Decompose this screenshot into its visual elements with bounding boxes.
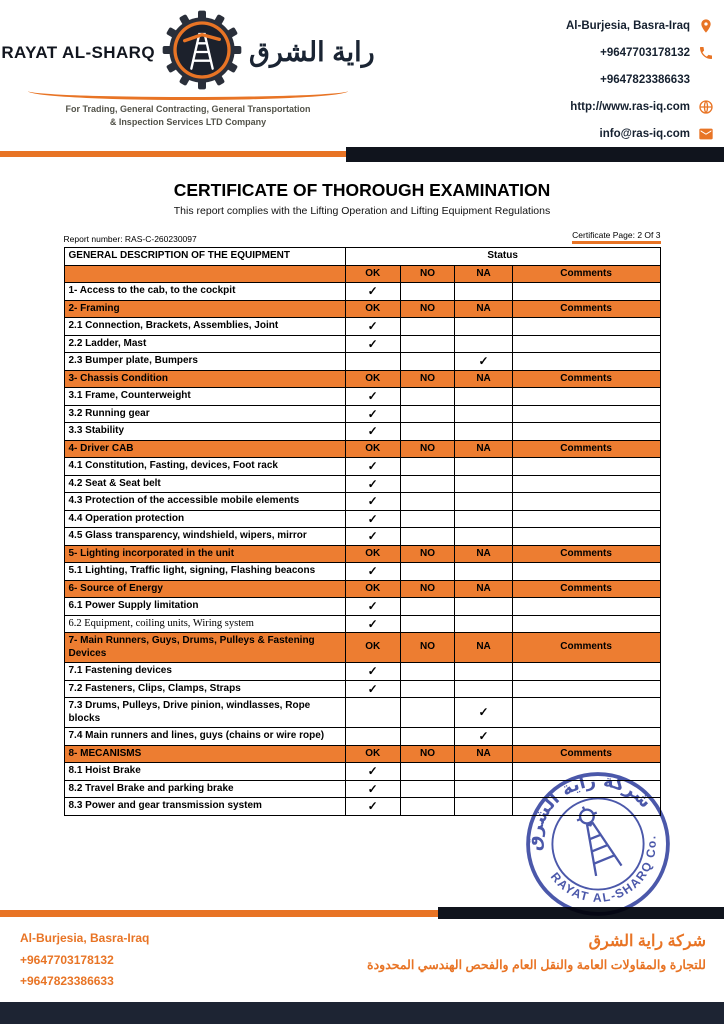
section-label: 6- Source of Energy <box>64 580 345 598</box>
status-col-label-ok: OK <box>345 545 400 563</box>
status-col-label-ok: OK <box>345 370 400 388</box>
empty-cell <box>512 680 660 698</box>
table-item-row <box>64 335 660 353</box>
empty-cell <box>455 475 512 493</box>
empty-cell <box>400 318 455 336</box>
status-col-label-no: NO <box>400 633 455 663</box>
empty-cell <box>400 388 455 406</box>
footer-company-desc-ar: للتجارة والمقاولات العامة والنقل العام والفحص الهندسي المحدودة <box>367 958 706 973</box>
stamp-text-english: RAYAT AL-SHARQ Co. <box>547 833 659 905</box>
item-label: 3.1 Frame, Counterweight <box>64 388 345 406</box>
empty-cell <box>455 598 512 616</box>
item-label: 4.3 Protection of the accessible mobile elements <box>64 493 345 511</box>
contact-email-text: info@ras-iq.com <box>599 127 690 140</box>
item-label: 2.1 Connection, Brackets, Assemblies, Joint <box>64 318 345 336</box>
status-col-label-no: NO <box>400 745 455 763</box>
empty-cell <box>455 335 512 353</box>
footer-company-block <box>367 928 706 993</box>
table-item-row <box>64 510 660 528</box>
empty-cell <box>512 493 660 511</box>
empty-cell <box>400 353 455 371</box>
item-label: 8.1 Hoist Brake <box>64 763 345 781</box>
empty-cell <box>512 335 660 353</box>
bottom-bar <box>0 1002 724 1024</box>
certificate-page: Certificate Page: 2 Of 3 <box>572 230 660 244</box>
table-section-row <box>64 745 660 763</box>
empty-cell <box>455 283 512 301</box>
checkmark: ✓ <box>345 335 400 353</box>
status-col-label-comments: Comments <box>512 633 660 663</box>
checkmark: ✓ <box>345 763 400 781</box>
equipment-table <box>64 247 661 816</box>
page-footer <box>0 905 724 1024</box>
empty-cell <box>400 780 455 798</box>
table-section-row <box>64 633 660 663</box>
empty-cell <box>512 663 660 681</box>
empty-cell <box>455 563 512 581</box>
header-divider-dark <box>346 147 724 162</box>
empty-cell <box>455 615 512 633</box>
table-section-row <box>64 265 660 283</box>
location-pin-icon <box>698 18 714 34</box>
item-label: 5.1 Lighting, Traffic light, signing, Flashing beacons <box>64 563 345 581</box>
empty-cell <box>512 598 660 616</box>
tagline-line-2: & Inspection Services LTD Company <box>109 116 267 127</box>
status-col-label-na: NA <box>455 370 512 388</box>
table-section-row <box>64 545 660 563</box>
footer-phone-1: +9647703178132 <box>20 952 114 967</box>
contact-row-website <box>566 93 714 120</box>
empty-cell <box>455 423 512 441</box>
status-col-label-ok: OK <box>345 580 400 598</box>
checkmark: ✓ <box>345 528 400 546</box>
empty-cell <box>512 353 660 371</box>
checkmark: ✓ <box>345 423 400 441</box>
item-label: 8.3 Power and gear transmission system <box>64 798 345 816</box>
status-col-label-comments: Comments <box>512 580 660 598</box>
checkmark: ✓ <box>345 458 400 476</box>
empty-cell <box>400 563 455 581</box>
status-col-label-comments: Comments <box>512 300 660 318</box>
table-item-row <box>64 728 660 746</box>
contact-website-text: http://www.ras-iq.com <box>570 100 690 113</box>
status-col-label-na: NA <box>455 745 512 763</box>
checkmark: ✓ <box>345 405 400 423</box>
empty-cell <box>345 698 400 728</box>
empty-cell <box>512 615 660 633</box>
empty-cell <box>400 680 455 698</box>
empty-cell <box>455 780 512 798</box>
footer-address: Al-Burjesia, Basra-Iraq <box>20 931 150 946</box>
empty-cell <box>400 615 455 633</box>
checkmark: ✓ <box>345 283 400 301</box>
empty-cell <box>512 475 660 493</box>
table-item-row <box>64 615 660 633</box>
empty-cell <box>455 510 512 528</box>
table-header-description: GENERAL DESCRIPTION OF THE EQUIPMENT <box>64 248 345 266</box>
globe-icon <box>698 99 714 115</box>
section-label: 7- Main Runners, Guys, Drums, Pulleys & Fastening Devices <box>64 633 345 663</box>
status-col-label-ok: OK <box>345 745 400 763</box>
table-item-row <box>64 493 660 511</box>
status-col-label-no: NO <box>400 370 455 388</box>
contact-row-email <box>566 120 714 147</box>
status-col-label-na: NA <box>455 440 512 458</box>
status-col-label-na: NA <box>455 633 512 663</box>
empty-cell <box>400 475 455 493</box>
table-item-row <box>64 475 660 493</box>
empty-cell <box>400 423 455 441</box>
report-meta-row <box>64 230 661 244</box>
checkmark: ✓ <box>345 680 400 698</box>
table-header-status: Status <box>345 248 660 266</box>
empty-cell <box>400 763 455 781</box>
company-stamp <box>522 768 674 920</box>
contact-phone-2-text: +9647823386633 <box>600 73 690 86</box>
status-col-label-no: NO <box>400 300 455 318</box>
table-section-row <box>64 440 660 458</box>
empty-cell <box>400 663 455 681</box>
item-label: 6.1 Power Supply limitation <box>64 598 345 616</box>
empty-cell <box>400 405 455 423</box>
gear-derrick-logo-icon <box>162 10 242 95</box>
item-label: 4.1 Constitution, Fasting, devices, Foot rack <box>64 458 345 476</box>
table-item-row <box>64 680 660 698</box>
checkmark: ✓ <box>345 318 400 336</box>
stamp-text-arabic: شركة راية الشرق <box>525 771 656 852</box>
table-item-row <box>64 353 660 371</box>
table-section-row <box>64 580 660 598</box>
empty-cell <box>455 663 512 681</box>
empty-cell <box>400 798 455 816</box>
company-logo <box>1 10 375 128</box>
page-title: CERTIFICATE OF THOROUGH EXAMINATION <box>173 180 551 200</box>
status-col-label-na: NA <box>455 580 512 598</box>
header-divider-orange <box>0 151 362 157</box>
contact-row-phone-1 <box>566 39 714 66</box>
tagline-line-1: For Trading, General Contracting, General Transportation <box>65 104 311 114</box>
footer-contact-block <box>20 928 149 993</box>
checkmark: ✓ <box>345 388 400 406</box>
empty-cell <box>455 458 512 476</box>
contact-phone-1-text: +9647703178132 <box>600 46 690 59</box>
company-tagline <box>14 103 362 128</box>
empty-cell <box>512 318 660 336</box>
empty-cell <box>455 493 512 511</box>
empty-cell <box>455 405 512 423</box>
empty-cell <box>512 728 660 746</box>
status-col-label-comments: Comments <box>512 440 660 458</box>
status-col-label-na: NA <box>455 265 512 283</box>
empty-cell <box>400 458 455 476</box>
empty-cell <box>400 598 455 616</box>
section-label: 8- MECANISMS <box>64 745 345 763</box>
checkmark: ✓ <box>455 353 512 371</box>
checkmark: ✓ <box>455 698 512 728</box>
empty-cell <box>400 335 455 353</box>
empty-cell <box>455 798 512 816</box>
table-item-row <box>64 563 660 581</box>
item-label: 4.2 Seat & Seat belt <box>64 475 345 493</box>
checkmark: ✓ <box>345 475 400 493</box>
table-item-row <box>64 458 660 476</box>
item-label: 4.5 Glass transparency, windshield, wipers, mirror <box>64 528 345 546</box>
item-label: 6.2 Equipment, coiling units, Wiring system <box>64 615 345 633</box>
checkmark: ✓ <box>345 598 400 616</box>
section-label: 3- Chassis Condition <box>64 370 345 388</box>
empty-cell <box>512 528 660 546</box>
status-col-label-comments: Comments <box>512 745 660 763</box>
status-col-label-comments: Comments <box>512 545 660 563</box>
phone-icon <box>698 45 714 61</box>
item-label: 3.2 Running gear <box>64 405 345 423</box>
table-item-row <box>64 283 660 301</box>
stamp-derrick-icon <box>570 802 621 876</box>
item-label: 7.2 Fasteners, Clips, Clamps, Straps <box>64 680 345 698</box>
checkmark: ✓ <box>345 563 400 581</box>
checkmark: ✓ <box>345 493 400 511</box>
empty-cell <box>512 563 660 581</box>
empty-cell <box>512 388 660 406</box>
item-label: 7.3 Drums, Pulleys, Drive pinion, windlasses, Rope blocks <box>64 698 345 728</box>
envelope-icon <box>698 126 714 142</box>
section-label <box>64 265 345 283</box>
report-number: Report number: RAS-C-260230097 <box>63 234 197 244</box>
table-item-row <box>64 423 660 441</box>
checkmark: ✓ <box>345 798 400 816</box>
status-col-label-comments: Comments <box>512 265 660 283</box>
empty-cell <box>400 283 455 301</box>
status-col-label-na: NA <box>455 300 512 318</box>
checkmark: ✓ <box>345 510 400 528</box>
empty-cell <box>455 763 512 781</box>
empty-cell <box>455 680 512 698</box>
empty-cell <box>512 510 660 528</box>
status-col-label-ok: OK <box>345 440 400 458</box>
empty-cell <box>345 728 400 746</box>
brand-name-en: RAYAT AL-SHARQ <box>1 42 155 62</box>
item-label: 4.4 Operation protection <box>64 510 345 528</box>
contact-address-text: Al-Burjesia, Basra-Iraq <box>566 19 690 32</box>
empty-cell <box>512 698 660 728</box>
empty-cell <box>400 510 455 528</box>
checkmark: ✓ <box>345 663 400 681</box>
contact-row-phone-2 <box>566 66 714 93</box>
contact-info <box>566 12 714 147</box>
status-col-label-no: NO <box>400 545 455 563</box>
empty-cell <box>512 423 660 441</box>
table-item-row <box>64 388 660 406</box>
checkmark: ✓ <box>345 780 400 798</box>
item-label: 2.2 Ladder, Mast <box>64 335 345 353</box>
empty-cell <box>512 283 660 301</box>
item-label: 7.1 Fastening devices <box>64 663 345 681</box>
table-section-row <box>64 370 660 388</box>
table-item-row <box>64 698 660 728</box>
page-header <box>0 0 724 170</box>
section-label: 5- Lighting incorporated in the unit <box>64 545 345 563</box>
table-item-row <box>64 318 660 336</box>
item-label: 2.3 Bumper plate, Bumpers <box>64 353 345 371</box>
table-item-row <box>64 405 660 423</box>
footer-company-name-ar: شركة راية الشرق <box>588 933 706 951</box>
status-col-label-no: NO <box>400 265 455 283</box>
empty-cell <box>455 318 512 336</box>
section-label: 2- Framing <box>64 300 345 318</box>
checkmark: ✓ <box>345 615 400 633</box>
status-col-label-ok: OK <box>345 300 400 318</box>
table-section-row <box>64 300 660 318</box>
section-label: 4- Driver CAB <box>64 440 345 458</box>
status-col-label-comments: Comments <box>512 370 660 388</box>
empty-cell <box>512 458 660 476</box>
empty-cell <box>400 698 455 728</box>
footer-divider-orange <box>0 910 449 917</box>
empty-cell <box>455 388 512 406</box>
status-col-label-ok: OK <box>345 265 400 283</box>
empty-cell <box>455 528 512 546</box>
status-col-label-no: NO <box>400 580 455 598</box>
empty-cell <box>400 493 455 511</box>
brand-name-ar: راية الشرق <box>248 37 375 67</box>
item-label: 8.2 Travel Brake and parking brake <box>64 780 345 798</box>
item-label: 1- Access to the cab, to the cockpit <box>64 283 345 301</box>
table-item-row <box>64 528 660 546</box>
page-subtitle: This report complies with the Lifting Operation and Lifting Equipment Regulations <box>173 205 551 217</box>
checkmark: ✓ <box>455 728 512 746</box>
empty-cell <box>512 405 660 423</box>
status-col-label-ok: OK <box>345 633 400 663</box>
footer-phone-2: +9647823386633 <box>20 974 114 989</box>
table-header-row <box>64 248 660 266</box>
status-col-label-na: NA <box>455 545 512 563</box>
empty-cell <box>400 728 455 746</box>
item-label: 3.3 Stability <box>64 423 345 441</box>
empty-cell <box>400 528 455 546</box>
contact-row-address <box>566 12 714 39</box>
empty-cell <box>345 353 400 371</box>
item-label: 7.4 Main runners and lines, guys (chains or wire rope) <box>64 728 345 746</box>
table-item-row <box>64 663 660 681</box>
status-col-label-no: NO <box>400 440 455 458</box>
table-item-row <box>64 598 660 616</box>
